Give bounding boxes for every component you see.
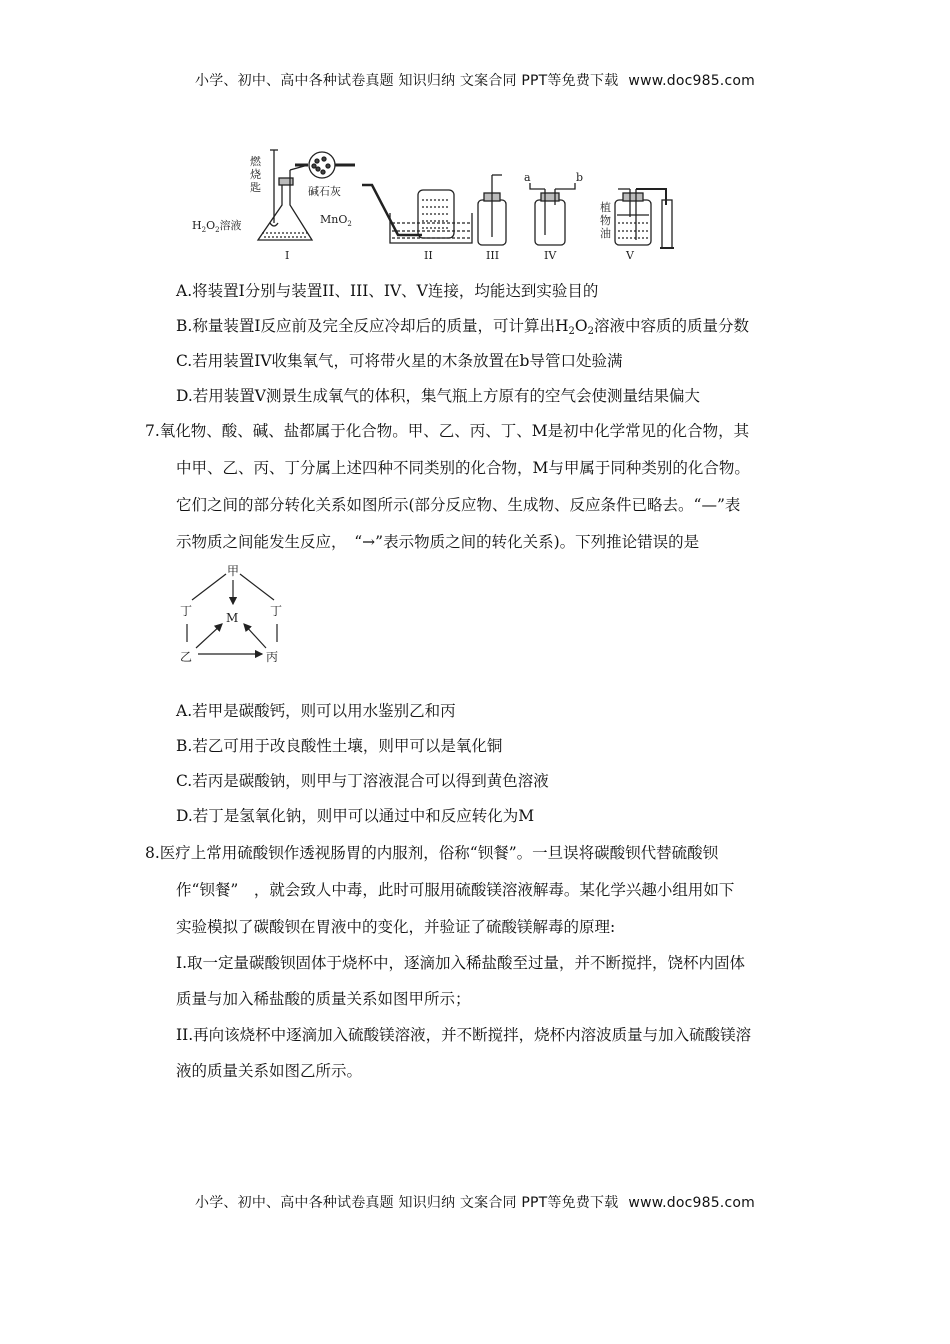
- conversion-diagram: [170, 562, 290, 667]
- header-text: 小学、初中、高中各种试卷真题 知识归纳 文案合同 PPT等免费下载: [195, 73, 619, 89]
- header-url[interactable]: www.doc985.com: [628, 73, 755, 89]
- device-label-v: V: [626, 249, 634, 262]
- device-label-iii: III: [486, 249, 500, 262]
- device-label-ii: II: [424, 249, 433, 262]
- device-label-iv: IV: [544, 249, 557, 262]
- label-chi: 匙: [250, 181, 261, 194]
- bottle-iv: [535, 200, 565, 245]
- q7-stem-2: 中甲、乙、丙、丁分属上述四种不同类别的化合物，M与甲属于同种类别的化合物。: [176, 459, 750, 477]
- q7-option-b: B.若乙可用于改良酸性土壤，则甲可以是氧化铜: [176, 737, 503, 755]
- q7-option-c: C.若丙是碳酸钠，则甲与丁溶液混合可以得到黄色溶液: [176, 772, 549, 790]
- q8-stem-1: 8.医疗上常用硫酸钡作透视肠胃的内服剂，俗称“钡餐”。一旦误将碳酸钡代替硫酸钡: [145, 844, 719, 862]
- q7-stem-1: 7.氧化物、酸、碱、盐都属于化合物。甲、乙、丙、丁、M是初中化学常见的化合物，其: [145, 422, 750, 440]
- q6-option-b: B.称量装置I反应前及完全反应冷却后的质量，可计算出$H_2O_2$溶液中容质的质量分数: [176, 317, 749, 337]
- q8-step-1: I.取一定量碳酸钡固体于烧杯中，逐滴加入稀盐酸至过量，并不断搅拌，饶杯内固体: [176, 954, 746, 972]
- delivery-tube-ii: [362, 185, 422, 235]
- arrow-yi-m: [196, 624, 222, 648]
- flask-i: [258, 183, 312, 240]
- apparatus-figure: [190, 145, 690, 263]
- node-jia: 甲: [227, 564, 240, 578]
- q6-option-c: C.若用装置IV收集氧气，可将带火星的木条放置在b导管口处验满: [176, 352, 623, 370]
- label-shao: 烧: [250, 168, 261, 181]
- q8-step-1-cont: 质量与加入稀盐酸的质量关系如图甲所示；: [176, 990, 471, 1008]
- q7-option-a: A.若甲是碳酸钙，则可以用水鉴别乙和丙: [176, 702, 456, 720]
- label-jianshihui: 碱石灰: [308, 185, 341, 198]
- measuring-cylinder: [662, 200, 672, 248]
- device-label-i: I: [285, 249, 290, 262]
- node-ding-left: 丁: [180, 604, 193, 618]
- q7-option-d: D.若丁是氢氧化钠，则甲可以通过中和反应转化为M: [176, 807, 535, 825]
- label-zhi: 植: [600, 201, 611, 214]
- q8-stem-3: 实验模拟了碳酸钡在胃液中的变化，并验证了硫酸镁解毒的原理:: [176, 918, 616, 936]
- node-yi: 乙: [180, 650, 193, 664]
- label-ran: 燃: [250, 155, 261, 168]
- q6-option-a: A.将装置I分别与装置II、III、IV、V连接，均能达到实验目的: [176, 282, 599, 300]
- label-mno2: MnO$_2$: [320, 213, 352, 228]
- q6-option-d: D.若用装置V测景生成氧气的体积，集气瓶上方原有的空气会使测量结果偏大: [176, 387, 700, 405]
- edge-jia-ding-left: [192, 574, 226, 600]
- arrow-bing-m: [244, 624, 266, 648]
- flask-stopper: [279, 178, 293, 185]
- q8-step-2: II.再向该烧杯中逐滴加入硫酸镁溶液，并不断搅拌，烧杯内溶波质量与加入硫酸镁溶: [176, 1026, 752, 1044]
- q8-stem-2: 作“钡餐” ，就会致人中毒，此时可服用硫酸镁溶液解毒。某化学兴趣小组用如下: [176, 881, 735, 899]
- label-b: b: [576, 171, 584, 184]
- page-header: [0, 70, 950, 90]
- edge-jia-ding-right: [240, 574, 274, 600]
- page-footer: [0, 1192, 950, 1212]
- label-wu: 物: [600, 214, 611, 227]
- q7-stem-3: 它们之间的部分转化关系如图所示(部分反应物、生成物、反应条件已略去。“—”表: [176, 496, 741, 514]
- label-h2o2: $H_2O_2$溶液: [192, 219, 242, 234]
- footer-text: 小学、初中、高中各种试卷真题 知识归纳 文案合同 PPT等免费下载: [195, 1195, 619, 1211]
- bottle-v: [615, 200, 651, 245]
- q8-step-2-cont: 液的质量关系如图乙所示。: [176, 1062, 363, 1080]
- footer-url[interactable]: www.doc985.com: [628, 1195, 755, 1211]
- label-a: a: [524, 171, 531, 184]
- q7-stem-4: 示物质之间能发生反应， “→”表示物质之间的转化关系)。下列推论错误的是: [176, 533, 700, 551]
- node-m: M: [226, 611, 239, 625]
- label-you: 油: [600, 227, 611, 240]
- node-ding-right: 丁: [270, 604, 283, 618]
- node-bing: 丙: [266, 650, 279, 664]
